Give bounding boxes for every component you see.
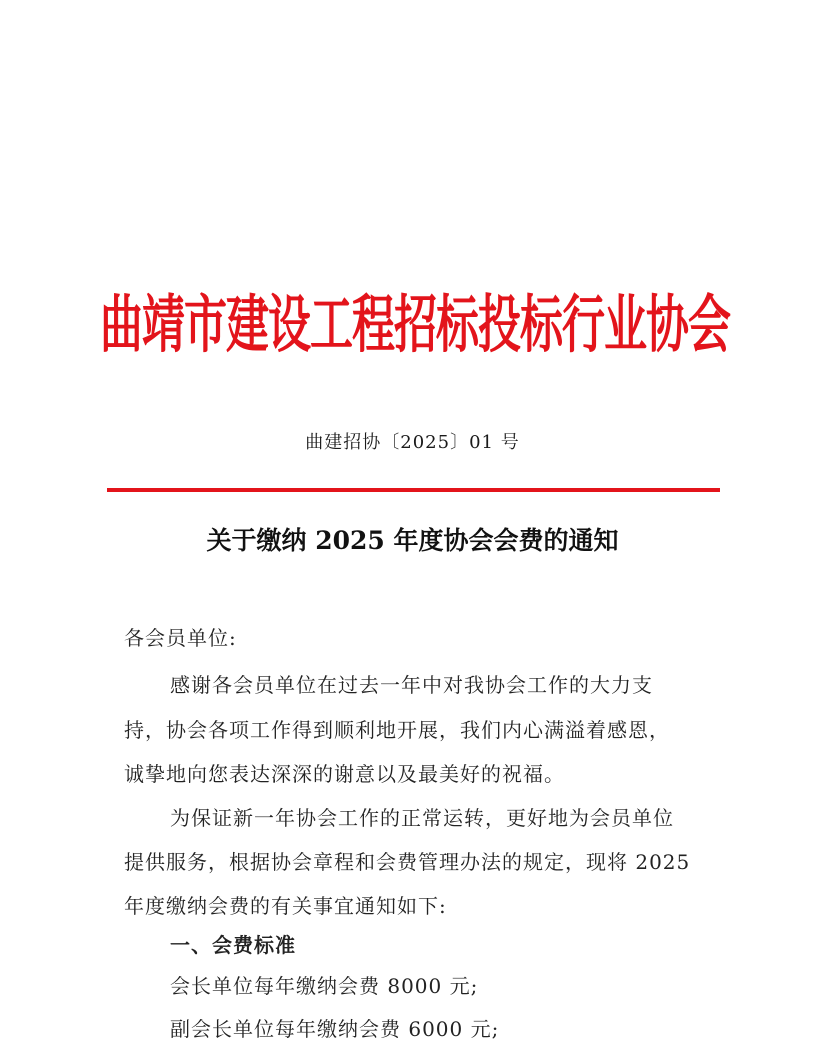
paragraph-2-line-1: 为保证新一年协会工作的正常运转，更好地为会员单位 <box>170 806 674 830</box>
section-1-heading: 一、会费标准 <box>170 933 296 957</box>
organization-letterhead: 曲靖市建设工程招标投标行业协会 <box>100 289 730 362</box>
paragraph-2-line-3: 年度缴纳会费的有关事宜通知如下: <box>124 894 447 918</box>
salutation: 各会员单位: <box>124 626 237 650</box>
paragraph-1-line-3: 诚挚地向您表达深深的谢意以及最美好的祝福。 <box>124 762 565 786</box>
notice-title: 关于缴纳 2025 年度协会会费的通知 <box>206 526 619 555</box>
paragraph-1-line-2: 持，协会各项工作得到顺利地开展，我们内心满溢着感恩， <box>124 718 670 742</box>
paragraph-1-line-1: 感谢各会员单位在过去一年中对我协会工作的大力支 <box>170 673 653 697</box>
paragraph-2-line-2: 提供服务，根据协会章程和会费管理办法的规定，现将 2025 <box>124 850 691 874</box>
fee-item-vice-president: 副会长单位每年缴纳会费 6000 元; <box>170 1017 500 1041</box>
red-divider <box>107 488 720 492</box>
fee-item-president: 会长单位每年缴纳会费 8000 元; <box>170 974 479 998</box>
document-number: 曲建招协〔2025〕01 号 <box>305 432 520 453</box>
